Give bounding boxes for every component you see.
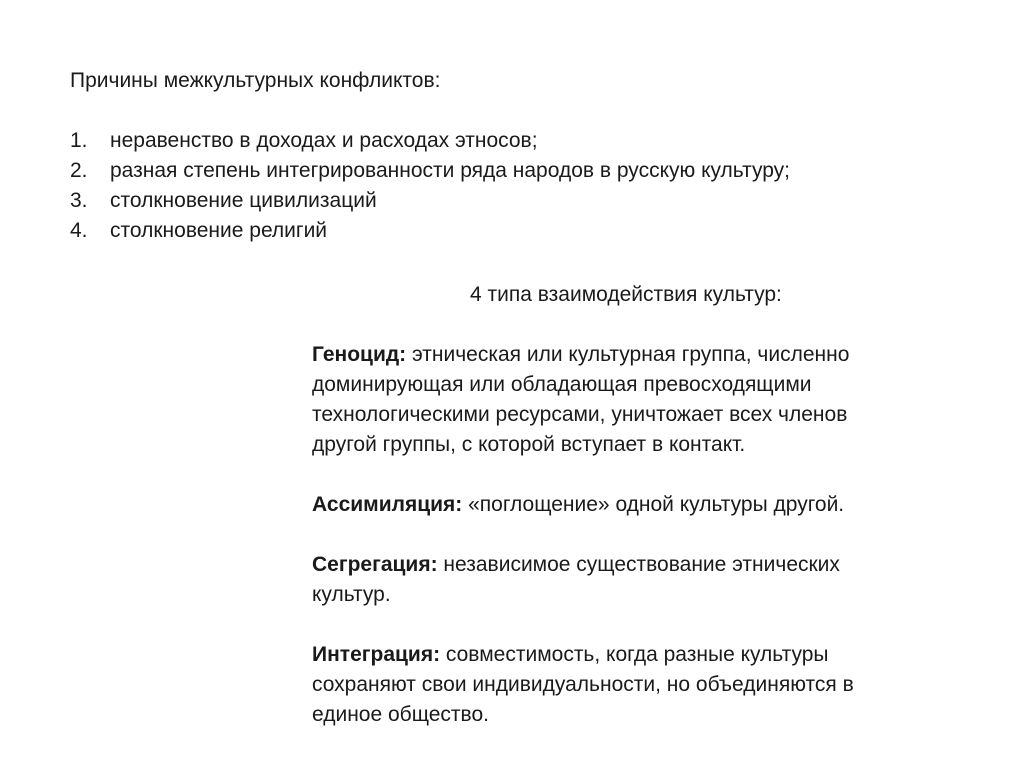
list-item-text: столкновение цивилизаций bbox=[110, 189, 377, 212]
spacer bbox=[312, 460, 992, 490]
causes-list bbox=[70, 126, 790, 246]
genocide-line-2: доминирующая или обладающая превосходящими bbox=[312, 373, 812, 396]
list-item-number: 2. bbox=[70, 159, 88, 182]
types-section bbox=[312, 340, 992, 730]
integration-line-1 bbox=[312, 640, 992, 670]
causes-section bbox=[70, 66, 790, 246]
assimilation-text-1: «поглощение» одной культуры другой. bbox=[462, 493, 845, 516]
genocide-block bbox=[312, 340, 992, 460]
list-item-number: 3. bbox=[70, 189, 88, 212]
causes-title: Причины межкультурных конфликтов: bbox=[70, 69, 441, 92]
assimilation-term: Ассимиляция: bbox=[312, 493, 463, 516]
genocide-line-1 bbox=[312, 340, 992, 370]
list-item bbox=[70, 156, 790, 186]
list-item-text: столкновение религий bbox=[110, 219, 328, 242]
spacer bbox=[312, 610, 992, 640]
segregation-line-2: культур. bbox=[312, 583, 391, 606]
assimilation-line-1 bbox=[312, 490, 992, 520]
integration-text-1: совместимость, когда разные культуры bbox=[440, 643, 829, 666]
list-item-number: 4. bbox=[70, 219, 88, 242]
list-item-number: 1. bbox=[70, 129, 88, 152]
segregation-line-1 bbox=[312, 550, 992, 580]
genocide-line-4: другой группы, с которой вступает в контакт. bbox=[312, 433, 746, 456]
list-item bbox=[70, 216, 790, 246]
segregation-text-1: независимое существование этнических bbox=[437, 553, 840, 576]
list-item-text: разная степень интегрированности ряда народов в русскую культуру; bbox=[110, 159, 790, 182]
types-title: 4 типа взаимодействия культур: bbox=[470, 283, 782, 306]
genocide-line-3: технологическими ресурсами, уничтожает всех членов bbox=[312, 403, 848, 426]
list-item-text: неравенство в доходах и расходах этносов; bbox=[110, 129, 538, 152]
genocide-text-1: этническая или культурная группа, численно bbox=[406, 343, 850, 366]
assimilation-block bbox=[312, 490, 992, 520]
segregation-term: Сегрегация: bbox=[312, 553, 438, 576]
integration-line-2: сохраняют свои индивидуальности, но объединяются в bbox=[312, 673, 854, 696]
list-item bbox=[70, 126, 790, 156]
genocide-term: Геноцид: bbox=[312, 343, 407, 366]
spacer bbox=[312, 520, 992, 550]
segregation-block bbox=[312, 550, 992, 610]
integration-line-3: единое общество. bbox=[312, 703, 489, 726]
integration-block bbox=[312, 640, 992, 730]
list-item bbox=[70, 186, 790, 216]
integration-term: Интеграция: bbox=[312, 643, 441, 666]
